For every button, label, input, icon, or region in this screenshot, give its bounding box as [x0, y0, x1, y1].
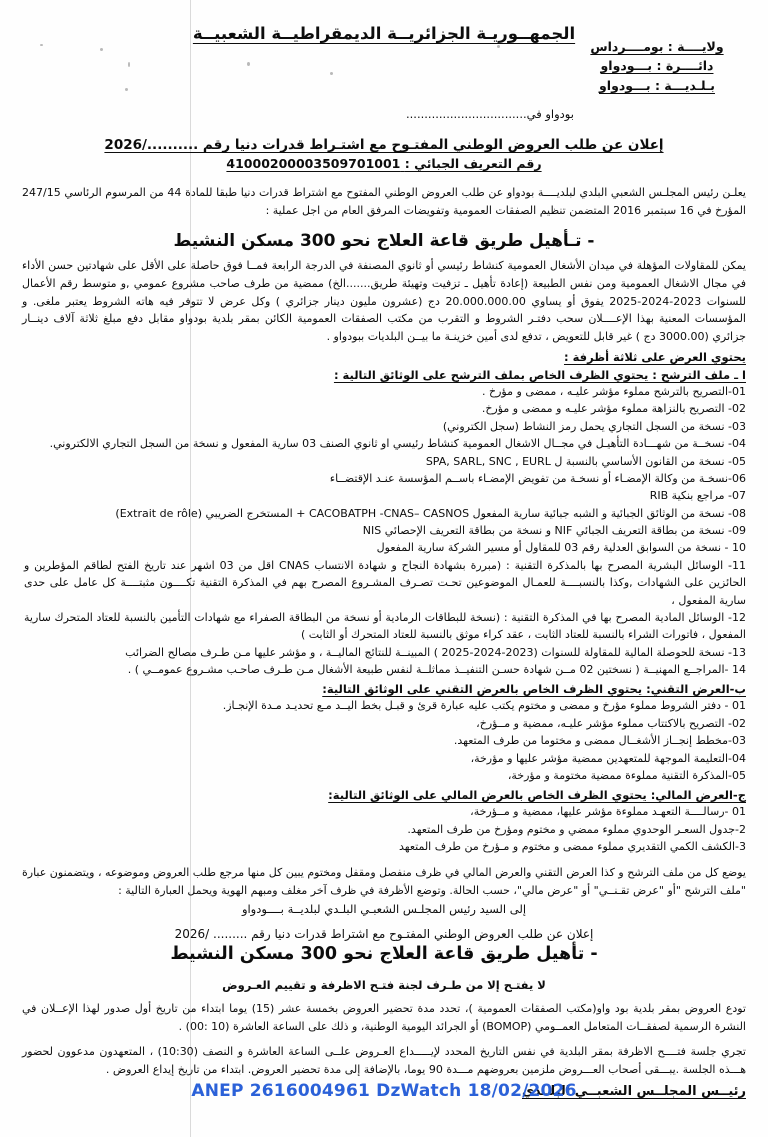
list-item: 03-مخطط إنجــاز الأشغــال ممضى و مختوما من طرف المتعهد. — [453, 734, 746, 748]
submission-instruction: يوضع كل من ملف الترشح و كذا العرض التقني والعرض المالي في ظرف منفصل ومقفل ومختوم يبين كل منها مرجع طلب العروض وموضوعه ، ويتضمنون عبارة "ملف الترشح "أو "عرض تقـنــي" أو "عرض مالي"، حسب الحالة. وتوضع الأظرفة في ظرف آخر مغلف ومبهم الهوية ويحمل العبارة التالية : — [22, 866, 746, 898]
wilaya-line: ولايــــة : بومــــرداس — [590, 39, 724, 54]
daira-line: دائــــرة : بـــودواو — [600, 58, 714, 74]
list-item: 05- نسخة من القانون الأساسي بالنسبة ل SPA, SARL, SNC , EURL — [425, 454, 746, 468]
signature-line: رئيــس المجلــس الشعبــي البلــدي — [521, 1084, 746, 1100]
deposit-paragraph: تودع العروض بمقر بلدية بود واو(مكتب الصفقات العمومية )، تحدد مدة تحضير العروض بخمسة عشر (15) يوما ابتداء من تاريخ أول صدور لهذا الإعــلان في النشرة الرسمية لصفقــات المتعامل العمــومي (BOMOP) أو الجرائد اليومية الوطنية، و ذلك على الساعة العاشرة (10 :00) . — [22, 1002, 746, 1033]
list-item: 03- نسخة من السجل التجاري يحمل رمز النشاط (سجل الكتروني) — [442, 419, 746, 433]
list-item: 02- التصريح بالنزاهة مملوء مؤشر عليـه و ممضى و مؤرخ. — [481, 402, 746, 416]
list-item: 02- التصريح بالاكتتاب مملوء مؤشر عليـه، ممضية و مــؤرخ، — [476, 716, 746, 730]
list-item: 11- الوسائل البشرية المصرح بها بالمذكرة التقنية : (مبررة بشهادة النجاح و شهادة الانتساب CNAS اقل من 03 اشهر عند تاريخ الفتح لطاقم المؤطرين و الحائزين على الشهادات ,وكذا بالنسبــــة للعمـال الموضوعين تحـت تصـرف المشـروع المصرح بهم في المذكرة التقنية تكــــون مثبتــــة كل عامل على حدى سارية المفعول ، — [24, 558, 746, 607]
intro-paragraph: يعلـن رئيس المجلـس الشعبي البلدي لبلديــــة بودواو عن طلب العروض الوطني المفتوح مع اشتراط قدرات دنيا طبقا للمادة 44 من المرسوم الرئاسي 247/15 المؤرخ في 16 سبتمبر 2016 المتضمن تنظيم الصفقات العمومية وتفويضات المرفق العام من اجل عملية : — [22, 186, 746, 218]
list-item: 3-الكشف الكمي التقديري مملوء ممضى و مختوم و مـؤرخ من طرف المتعهد — [398, 840, 746, 854]
list-item: 04-التعليمة الموجهة للمتعهدين ممضية مؤشر عليها و مؤرخة، — [470, 751, 746, 765]
list-item: 14 -المراجــع المهنيــة ( نسختين 02 مــن شهادة حسـن التنفيــذ مماثلــة لنفس طبيعة الأشغال مـن طـرف صاحـب مشـروع عمومــي ) . — [127, 663, 746, 677]
fiscal-number: 41000200003509701001 — [226, 156, 401, 172]
list-item: 04- نسخــة من شهـــادة التأهيـل في مجــال الاشغال العمومية كنشاط رئيسي او ثانوي الصنف 03 سارية المفعول و نسخة من السجل التجاري الالكتروني. — [49, 437, 746, 451]
list-item: 06-نسخـة من وكالة الإمضـاء أو نسخـة من تفويض الإمضـاء باســم المؤسسة عنـد الإقتضــاء — [329, 471, 746, 485]
candidacy-document-list — [22, 383, 746, 678]
opening-session-paragraph: تجري جلسة فتــــح الاظرفة بمقر البلدية في نفس التاريخ المحدد لإيـــــداع العـروض علــى الساعة العاشرة و النصف (10:30) ، المتعهدون مدعوون لحضور هـــذه الجلسة .يبـــقى أصحاب العـــروض ملزمين بعروضهم مـــدة 90 يوما، بالإضافة إلى مدة تحضير العروض. ابتداء من تاريخ إيداع العروض . — [22, 1045, 746, 1076]
list-item: 2-جدول السعـر الوحدوي مملوء ممضي و مختوم ومؤرخ من طرف المتعهد. — [407, 822, 746, 836]
anep-footer: ANEP 2616004961 DzWatch 18/02/2026 — [191, 1081, 577, 1101]
list-item: 08- نسخة من الوثائق الجبائية و الشبه جبائية سارية المفعول CACOBATPH -CNAS– CASNOS + المستخرج الضريبي (Extrait de rôle) — [115, 506, 746, 520]
envelope-project-title: - تأهيل طريق قاعة العلاج نحو 300 مسكن النشيط — [170, 944, 598, 965]
envelope-announcement-reference: إعلان عن طلب العروض الوطني المفتـوح مع اشتراط قدرات دنيا رقم ......... /2026 — [174, 927, 594, 942]
financial-offer-list — [22, 803, 746, 855]
fiscal-identification — [22, 156, 746, 171]
financial-offer-heading: ج-العرض المالي: يحتوي الظرف الخاص بالعرض المالي على الوثائق التالية: — [328, 788, 746, 803]
project-title: - تـأهيل طريق قاعة العلاج نحو 300 مسكن النشيط — [173, 231, 595, 251]
announcement-title: إعلان عن طلب العروض الوطني المفتـوح مع اشتـراط قدرات دنيا رقم ........../2026 — [104, 137, 664, 154]
fiscal-label: رقم التعريف الجبائي : — [404, 156, 542, 172]
baladia-line: بـلـديـــة : بـــودواو — [599, 77, 715, 93]
list-item: 07- مراجع بنكية RIB — [649, 489, 746, 503]
envelopes-note: يحتوي العرض على ثلاثة أظرفة : — [563, 350, 746, 365]
technical-offer-list — [22, 697, 746, 784]
technical-offer-heading: ب-العرض التقني: يحتوي الظرف الخاص بالعرض التقني على الوثائق التالية: — [322, 682, 746, 697]
list-item: 10 - نسخة من السوابق العدلية رقم 03 للمقاول أو مسير الشركة سارية المفعول — [376, 541, 746, 555]
place-and-date: بودواو في................................. — [406, 107, 574, 122]
list-item: 01 -رسالــــة التعهـد مملوءة مؤشر عليها، ممضية و مــؤرخة، — [470, 805, 746, 819]
envelope-addressee: إلى السيد رئيس المجلـس الشعبـي البلـدي لبلديــة بــــودواو — [241, 902, 527, 917]
do-not-open-notice: لا يفتـح إلا من طـرف لجنة فتـح الاظرفة و تقييم العـروض — [222, 978, 546, 993]
eligibility-paragraph: يمكن للمقاولات المؤهلة في ميدان الأشغال العمومية كنشاط رئيسي أو ثانوي المصنفة في الدرجة الرابعة فمــا فوق حاصلة على الأقل على شهادتين حسن الأداء في مجال الاشغال العمومية ومن نفس الطبيعة (إعادة تأهيل ـ تزفيت وتهيئة طريق.......الخ) ممضية من طرف صاحب مشروع عمومي ,و متوسط رقم الأعمال للسنوات 2023-2024-2025 يفوق أو يساوي 20.000.000.00 دج (عشرون مليون دينار جزائري ) وكل عرض لا تتوفر فيه هاته الشروط يعتبر ملغى. و المؤسسات المعنية بهذا الإعــــلان سحب دفتـر الشروط و التقرب من مكتب الصفقات العمومية الكائن بمقر بلدية بودواو مقابل دفع مبلغ ثلاثة آلاف دينــار جزائري (3000.00 دج ) غير قابل للتعويض ، تدفع لدى أمين خزينـة ما بيــن البلديات ببودواو . — [22, 259, 746, 344]
candidacy-heading: ا ـ ملف الترشح : يحتوي الظرف الخاص بملف الترشح على الوثائق التالية : — [333, 368, 746, 383]
list-item: 12- الوسائل المادية المصرح بها في المذكرة التقنية : (نسخة للبطاقات الرمادية أو نسخة من البطاقة الصفراء مع شهادات التأمين بالنسبة للعتاد المتحرك سارية المفعول ، فاتورات الشراء بالنسبة للعتاد الثابت ، عقد كراء موثق بالنسبة للعتاد المتحرك أو الثابت ) — [24, 610, 746, 642]
list-item: 05-المذكرة التقنية مملوءة ممضية مختومة و مؤرخة، — [507, 768, 746, 782]
list-item: 13- نسخة للحوصلة المالية للمقاولة للسنوات (2023-2024-2025 ) المبينــة للنتائج الماليــة ، و مؤشر عليها مـن طـرف مصالح الضرائب — [125, 645, 746, 659]
list-item: 01-التصريح بالترشح مملوء مؤشر عليـه ، ممضى و مؤرخ . — [482, 385, 746, 399]
administration-block — [22, 37, 746, 95]
list-item: 01 - دفتر الشروط مملوء مؤرخ و ممضى و مختوم يكتب عليه عبارة قرئ و قبـل بخط اليــد مـع تحديـد مـدة الإنجـاز. — [222, 699, 746, 713]
republic-header: الجمهــوريـة الجزائريــة الديمقراطيــة الشعبيــة — [192, 24, 576, 43]
list-item: 09- نسخة من بطاقة التعريف الجبائي NIF و نسخة من بطاقة التعريف الإحصائي NIS — [362, 524, 746, 538]
